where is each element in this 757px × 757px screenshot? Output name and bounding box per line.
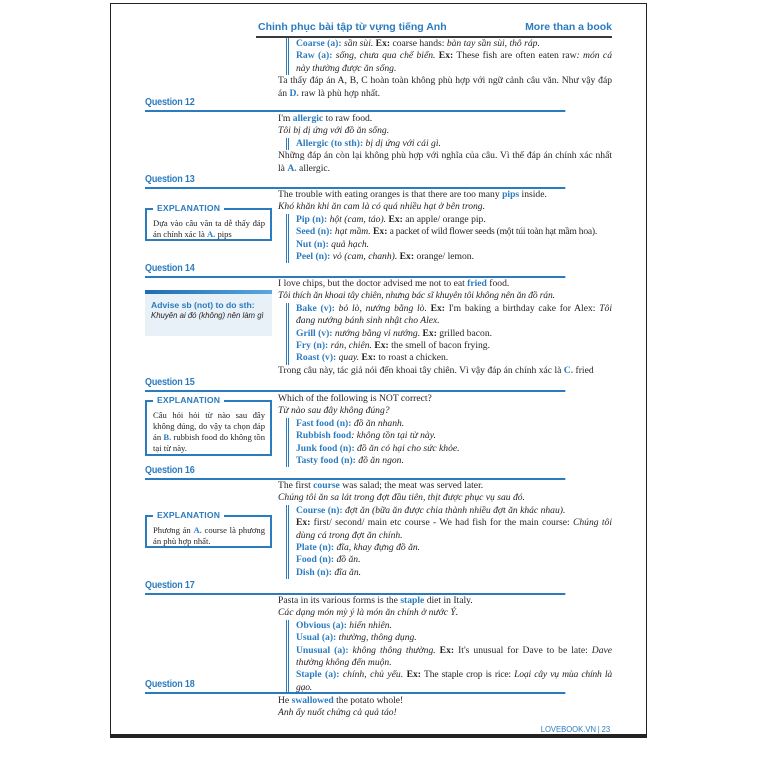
conclusion-text: raw là phù hợp nhất. <box>298 87 381 99</box>
vocab-meaning: đồ ăn. <box>334 554 361 566</box>
conclusion <box>278 365 612 377</box>
sentence <box>278 480 612 492</box>
vocab-list <box>286 303 612 365</box>
ex-label: Ex: <box>371 340 389 352</box>
question-label: Question 15 <box>145 377 195 388</box>
question-16-heading <box>145 465 565 480</box>
explanation-text-part: pips <box>215 229 232 239</box>
vocab-meaning: rán, chiên. <box>328 340 372 352</box>
conclusion-text: Ta thấy đáp án A, B, C hoàn toàn không phù hợp với ngữ cảnh câu văn. Như vậy đáp án <box>278 75 612 99</box>
footer-separator: | <box>597 724 600 734</box>
vocab-meaning: đợt ăn (bữa ăn được chia thành nhiều đợt ăn khác nhau). <box>342 504 566 516</box>
sentence-text: to raw food. <box>323 113 373 124</box>
answer-letter: C. <box>563 364 574 376</box>
vocab-word: Peel (n): <box>296 251 331 263</box>
vocab-word: Bake (v): <box>296 302 335 314</box>
sentence-text: The first <box>278 480 314 491</box>
explanation-title: EXPLANATION <box>153 510 224 521</box>
vocab-meaning: đĩa, khay đựng đồ ăn. <box>334 542 421 554</box>
vocab-word: Tasty food (n): <box>296 455 356 467</box>
sentence <box>278 278 612 290</box>
vocab-word: Obvious (a): <box>296 619 347 631</box>
vocab-word: Seed (n): <box>296 226 333 238</box>
translation: Từ nào sau đây không đúng? <box>278 405 390 417</box>
sentence-text: I'm <box>278 113 293 124</box>
vocab-example-vi: Chúng tôi dùng cá trong đợt ăn chính. <box>296 517 612 541</box>
question-14-heading <box>145 263 565 278</box>
vocab-meaning: thường, thông dụng. <box>336 632 417 644</box>
vocab-example: coarse hands: <box>390 38 447 49</box>
question-17-heading <box>145 580 565 595</box>
translation: Chúng tôi ăn sa lát trong đợt đầu tiên, thịt được phục vụ sau đó. <box>278 492 525 504</box>
question-12-body <box>278 113 612 175</box>
vocab-meaning: hiển nhiên. <box>346 619 392 631</box>
answer-letter: A. <box>206 229 216 239</box>
answer-letter: A. <box>193 525 202 535</box>
vocab-meaning: đồ ăn nhanh. <box>351 417 405 429</box>
ex-label: Ex: <box>386 213 403 225</box>
sentence-text: the potato whole! <box>333 695 404 706</box>
vocab-meaning: : không tồn tại từ này. <box>351 430 436 442</box>
explanation-text-part: rubbish food do không tồn tại từ này. <box>153 432 265 453</box>
question-16-body <box>278 480 612 579</box>
translation: Anh ấy nuốt chửng cả quả táo! <box>278 707 397 719</box>
question-label: Question 18 <box>145 679 195 690</box>
vocab-example-vi: Tôi đang nướng bánh sinh nhật cho Alex. <box>296 302 612 327</box>
ex-label: Ex: <box>373 38 391 49</box>
conclusion-text: allergic. <box>296 162 331 174</box>
conclusion <box>278 150 612 175</box>
sentence-text: He <box>278 695 292 706</box>
ex-label: Ex: <box>426 302 445 314</box>
keyword: staple <box>400 595 425 606</box>
keyword: swallowed <box>291 695 334 706</box>
keyword: fried <box>467 278 487 289</box>
vocab-word: Allergic (to sth): <box>296 137 364 149</box>
sentence-text: diet in Italy. <box>424 595 473 606</box>
answer-letter: B. <box>163 432 172 442</box>
conclusion-text: fried <box>573 364 594 376</box>
footer-site: LOVEBOOK.VN <box>540 724 596 734</box>
ex-label: Ex: <box>435 644 455 656</box>
sentence-text: food. <box>486 278 510 289</box>
answer-letter: A. <box>287 162 297 174</box>
question-label: Question 16 <box>145 465 195 476</box>
vocab-example-vi: Dave thường không đến muộn. <box>296 644 613 669</box>
vocab-example: The staple crop is rice: <box>420 669 515 681</box>
vocab-word: Nut (n): <box>296 238 329 250</box>
vocab-example: the smell of bacon frying. <box>388 340 490 352</box>
grammar-note <box>145 290 272 336</box>
translation: Tôi thích ăn khoai tây chiên, nhưng bác sĩ khuyên tôi không nên ăn đồ rán. <box>278 290 555 302</box>
explanation-text <box>153 525 265 547</box>
question-11-tail <box>278 38 612 100</box>
vocab-example: an apple/ orange pip. <box>402 213 486 225</box>
vocab-word: Staple (a): <box>296 669 340 681</box>
page-number: 23 <box>601 724 610 734</box>
vocab-meaning: bị dị ứng với cái gì. <box>363 137 441 149</box>
ex-label: Ex: <box>296 517 311 529</box>
vocab-word: Plate (n): <box>296 542 335 554</box>
vocab-example: These fish are often eaten raw <box>453 50 577 62</box>
explanation-text-part: Dựa vào câu văn ta dễ thấy đáp án chính xác là <box>153 218 265 239</box>
keyword: course <box>313 480 340 491</box>
explanation-box <box>145 510 272 548</box>
sentence <box>278 189 612 201</box>
vocab-word: Course (n): <box>296 504 343 516</box>
sentence-text: was salad; the meat was served later. <box>339 480 484 491</box>
question-18-heading <box>145 679 565 694</box>
vocab-example: I'm baking a birthday cake for Alex: <box>445 302 600 314</box>
conclusion-text: Trong câu này, tác giả nói đến khoai tây chiên. Vì vậy đáp án chính xác là <box>278 364 564 376</box>
vocab-list <box>286 138 612 150</box>
vocab-word: Pip (n): <box>296 213 328 225</box>
vocab-word: Raw (a): <box>296 50 333 62</box>
ex-label: Ex: <box>370 226 388 238</box>
ex-label: Ex: <box>359 352 376 364</box>
question-label: Question 13 <box>145 174 195 185</box>
question-label: Question 14 <box>145 263 195 274</box>
explanation-text-part: course là phương án phù hợp nhất. <box>153 525 265 546</box>
sentence <box>278 695 612 707</box>
vocab-example: It's unusual for Dave to be late: <box>454 644 592 656</box>
translation: Tôi bị dị ứng với đồ ăn sống. <box>278 125 390 137</box>
book-title: Chinh phục bài tập từ vựng tiếng Anh <box>258 21 447 33</box>
vocab-word: Fry (n): <box>296 340 329 352</box>
ex-label: Ex: <box>403 669 421 681</box>
conclusion-text: Những đáp án còn lại không phù hợp với nghĩa của câu. Vì thế đáp án chính xác nhất là <box>278 150 612 174</box>
question-label: Question 12 <box>145 97 195 108</box>
keyword: allergic <box>292 113 324 124</box>
vocab-list <box>286 214 612 264</box>
question-label: Question 17 <box>145 580 195 591</box>
vocab-example-vi: bàn tay sần sùi, thô ráp. <box>446 38 540 49</box>
vocab-meaning: đồ ăn ngon. <box>355 455 404 467</box>
vocab-meaning: đĩa ăn. <box>331 566 362 578</box>
sentence-text: inside. <box>519 189 547 200</box>
note-text: Khuyên ai đó (không) nên làm gì <box>151 311 264 320</box>
vocab-meaning: quả hạch. <box>328 238 370 250</box>
vocab-example: first/ second/ main etc course - We had fish for the main course: <box>310 517 573 529</box>
vocab-example: orange/ lemon. <box>414 251 474 263</box>
translation: Các dạng món mỳ ý là món ăn chính ở nước Ý. <box>278 607 459 619</box>
explanation-text <box>153 410 265 454</box>
vocab-word: Food (n): <box>296 554 335 566</box>
vocab-meaning: sần sùi. <box>341 38 374 49</box>
vocab-word: Grill (v): <box>296 327 333 339</box>
vocab-word: Dish (n): <box>296 566 332 578</box>
vocab-meaning: nướng bằng vỉ nướng. <box>332 327 421 339</box>
vocab-meaning: đồ ăn có hại cho sức khỏe. <box>354 442 460 454</box>
vocab-meaning: vỏ (cam, chanh). <box>330 251 398 263</box>
explanation-box <box>145 203 272 241</box>
note-title: Advise sb (not) to do sth: <box>151 300 255 310</box>
explanation-title: EXPLANATION <box>153 203 224 214</box>
explanation-text-part: Phương án <box>153 525 194 535</box>
vocab-word: Roast (v): <box>296 352 337 364</box>
vocab-meaning: chính, chủ yếu. <box>339 669 404 681</box>
question-12-heading <box>145 97 565 112</box>
explanation-title: EXPLANATION <box>153 395 224 406</box>
vocab-meaning: sống, chưa qua chế biến. <box>332 50 436 62</box>
sentence: Which of the following is NOT correct? <box>278 393 432 404</box>
vocab-example: a packet of wild flower seeds (một túi toàn hạt mầm hoa). <box>387 226 597 238</box>
vocab-word: Fast food (n): <box>296 417 352 429</box>
vocab-meaning: bỏ lò, nướng bằng lò. <box>334 302 427 314</box>
vocab-example-vi: Loại cây vụ mùa chính là gạo. <box>296 669 612 693</box>
note-accent-bar <box>145 290 272 294</box>
vocab-word: Rubbish food <box>296 430 352 442</box>
vocab-list <box>286 505 612 579</box>
vocab-word: Junk food (n): <box>296 442 355 454</box>
question-14-body <box>278 278 612 377</box>
vocab-word: Coarse (a): <box>296 38 342 49</box>
vocab-example-vi: : món cá này thường được ăn sống. <box>296 50 612 74</box>
keyword: pips <box>502 189 520 200</box>
explanation-text-part: Câu hỏi hỏi từ nào sau đây không đúng, do vậy ta chọn đáp án <box>153 410 265 442</box>
ex-label: Ex: <box>435 50 454 62</box>
book-slogan: More than a book <box>525 21 612 33</box>
explanation-box <box>145 395 272 456</box>
vocab-list <box>286 38 612 75</box>
ex-label: Ex: <box>397 251 415 263</box>
question-18-body <box>278 695 612 720</box>
vocab-meaning: hột (cam, táo). <box>327 213 387 225</box>
sentence-text: The trouble with eating oranges is that there are too many <box>278 189 503 200</box>
sentence-text: I love chips, but the doctor advised me not to eat <box>278 278 468 289</box>
vocab-example: grilled bacon. <box>436 327 493 339</box>
vocab-word: Unusual (a): <box>296 644 349 656</box>
vocab-word: Usual (a): <box>296 632 337 644</box>
sentence <box>278 113 612 125</box>
question-13-heading <box>145 174 565 189</box>
question-15-body <box>278 393 612 467</box>
vocab-meaning: hạt mầm. <box>332 226 371 238</box>
question-13-body <box>278 189 612 263</box>
sentence-text: Pasta in its various forms is the <box>278 595 401 606</box>
ex-label: Ex: <box>420 327 437 339</box>
running-header <box>256 20 612 38</box>
translation: Khó khăn khi ăn cam là có quá nhiều hạt ở bên trong. <box>278 201 486 213</box>
explanation-text <box>153 218 265 240</box>
question-15-heading <box>145 377 565 392</box>
vocab-meaning: không thông thường. <box>348 644 436 656</box>
page-footer <box>541 724 610 734</box>
sentence <box>278 595 612 607</box>
vocab-list <box>286 418 612 468</box>
vocab-meaning: quay. <box>336 352 360 364</box>
answer-letter: D. <box>289 87 299 99</box>
vocab-example: to roast a chicken. <box>375 352 449 364</box>
